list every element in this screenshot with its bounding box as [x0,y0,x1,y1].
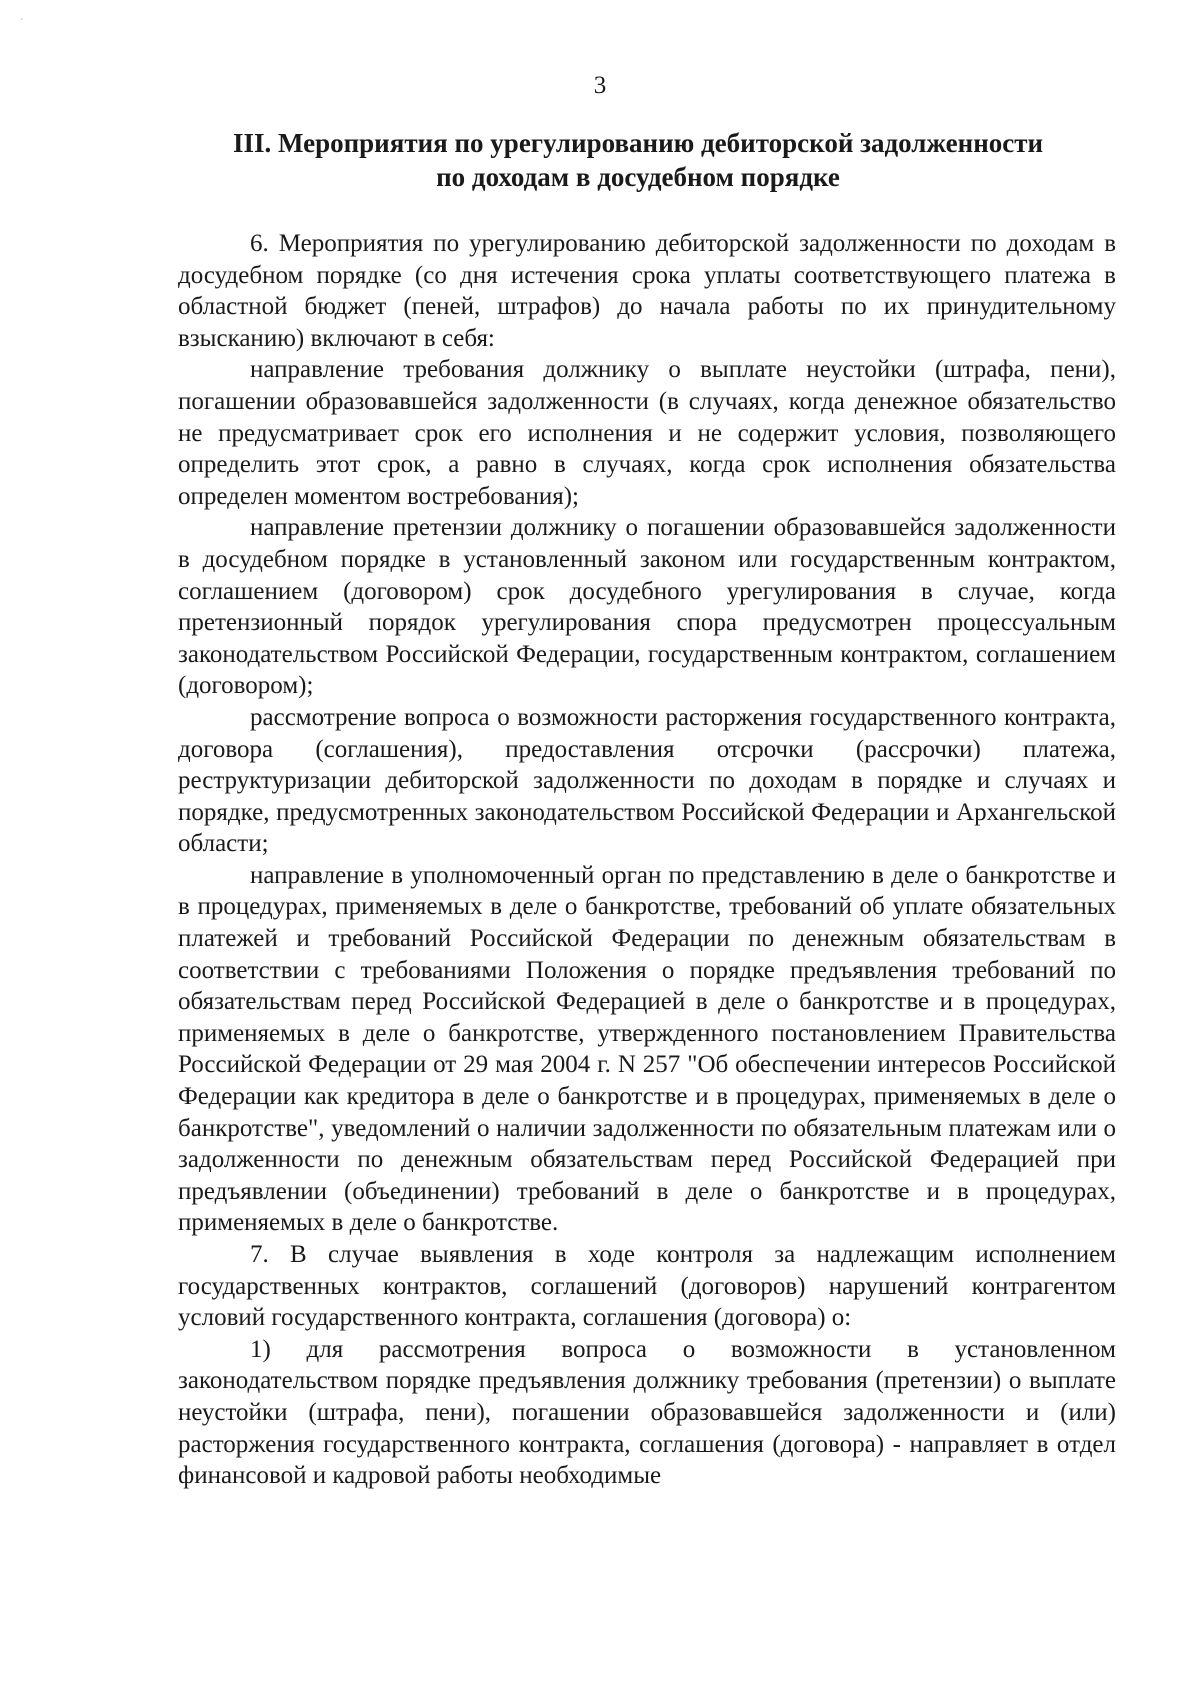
document-body [178,228,1116,1492]
paragraph-claim-to-debtor: направление претензии должнику о погашении образовавшейся задолженности в досудебном порядке в установленный законом или государственным контрактом, соглашением (договором) срок досудебного урегулирования в случае, когда претензионный порядок урегулирования спора предусмотрен процессуальным законодательством Российской Федерации, государственным контрактом, соглашением (договором); [178,514,1116,700]
paragraph-contract-termination: рассмотрение вопроса о возможности расторжения государственного контракта, договора (соглашения), предоставления отсрочки (рассрочки) платежа, реструктуризации дебиторской задолженности по доходам в порядке и случаях и порядке, предусмотренных законодательством Российской Федерации и Архангельской области; [178,703,1116,858]
paragraph-demand-to-debtor: направление требования должнику о выплате неустойки (штрафа, пени), погашении образовавшейся задолженности (в случаях, когда денежное обязательство не предусматривает срок его исполнения и не содержит условия, позволяющего определить этот срок, а равно в случаях, когда срок исполнения обязательства определен моментом востребования); [178,356,1116,510]
paragraph-7: 7. В случае выявления в ходе контроля за надлежащим исполнением государственных контрактов, соглашений (договоров) нарушений контрагентом условий государственного контракта, соглашения (договора) о: [178,1241,1116,1332]
paragraph-6: 6. Мероприятия по урегулированию дебиторской задолженности по доходам в досудебном порядке (со дня истечения срока уплаты соответствующего платежа в областной бюджет (пеней, штрафов) до начала работы по их принудительному взысканию) включают в себя: [178,230,1116,352]
page-number: 3 [593,72,607,99]
section-heading-line-1: III. Мероприятия по урегулированию дебиторской задолженности [232,128,1044,158]
section-heading [178,126,1098,194]
scan-mark: ˊ [20,18,24,29]
paragraph-7-item-1: 1) для рассмотрения вопроса о возможности в установленном законодательством порядке предъявления должнику требования (претензии) о выплате неустойки (штрафа, пени), погашении образовавшейся задолженности и (или) расторжения государственного контракта, соглашения (договора) - направляет в отдел финансовой и кадровой работы необходимые [178,1335,1116,1490]
section-heading-line-2: по доходам в досудебном порядке [436,162,840,192]
paragraph-bankruptcy: направление в уполномоченный орган по представлению в деле о банкротстве и в процедурах, применяемых в деле о банкротстве, требований об уплате обязательных платежей и требований Российской Федерации по денежным обязательствам в соответствии с требованиями Положения о порядке предъявления требований по обязательствам перед Российской Федерацией в деле о банкротстве и в процедурах, применяемых в деле о банкротстве, утвержденного постановлением Правительства Российской Федерации от 29 мая 2004 г. N 257 "Об обеспечении интересов Российской Федерации как кредитора в деле о банкротстве и в процедурах, применяемых в деле о банкротстве", уведомлений о наличии задолженности по обязательным платежам или о задолженности по денежным обязательствам перед Российской Федерацией при предъявлении (объединении) требований в деле о банкротстве и в процедурах, применяемых в деле о банкротстве. [178,861,1116,1237]
